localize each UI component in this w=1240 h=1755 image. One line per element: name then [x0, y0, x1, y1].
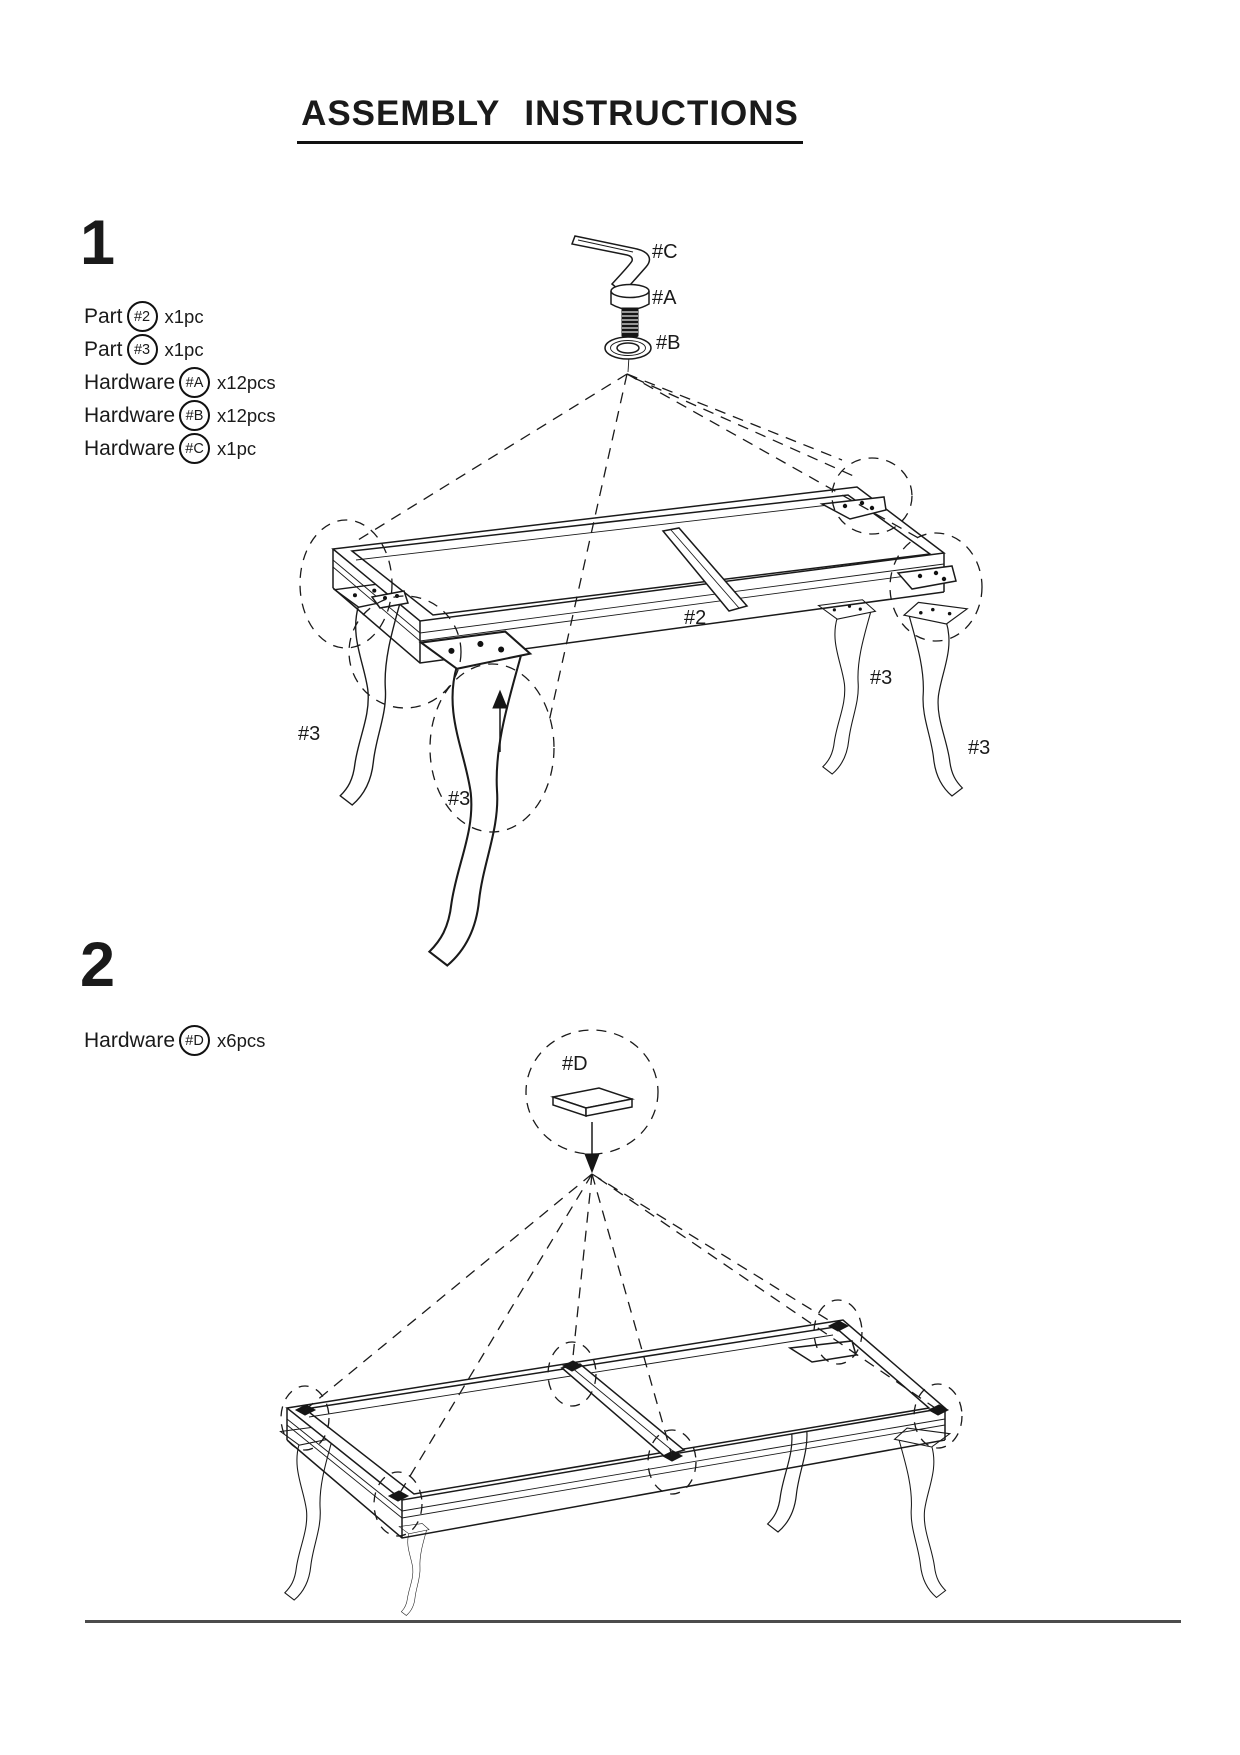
part-ref-badge: #A — [179, 367, 210, 398]
part-ref-badge: #C — [179, 433, 210, 464]
corner-bracket — [898, 566, 956, 589]
part-qty: x12pcs — [217, 404, 276, 426]
part-name: Part — [84, 337, 123, 361]
step2-assembly-diagram — [250, 1028, 970, 1628]
part-ref-badge: #D — [179, 1025, 210, 1056]
part-name: Hardware — [84, 370, 176, 394]
label-leg-right: #3 — [968, 737, 991, 759]
step1-parts-list — [84, 300, 276, 465]
label-tabletop: #2 — [684, 607, 707, 629]
parts-list-row — [84, 366, 276, 399]
place-direction-arrow — [585, 1122, 599, 1172]
label-allen-key: #C — [652, 241, 678, 263]
table-leg — [895, 1428, 950, 1597]
label-leg-left: #3 — [298, 723, 321, 745]
parts-list-row — [84, 300, 276, 333]
table-leg — [819, 600, 876, 774]
parts-list-row — [84, 1024, 265, 1057]
part-qty: x6pcs — [217, 1029, 266, 1051]
page-title-wrap — [250, 94, 850, 144]
pad-icon — [553, 1088, 632, 1116]
label-pad: #D — [562, 1053, 588, 1075]
step2-parts-list — [84, 1024, 265, 1057]
footer-divider — [85, 1620, 1181, 1623]
parts-list-row — [84, 432, 276, 465]
table-leg — [904, 602, 967, 796]
parts-list-row — [84, 333, 276, 366]
part-qty: x1pc — [164, 338, 204, 360]
part-ref-badge: #2 — [127, 301, 158, 332]
table-leg — [335, 582, 408, 805]
step1-assembly-diagram — [270, 225, 1040, 985]
part-ref-badge: #3 — [127, 334, 158, 365]
part-name: Hardware — [84, 1028, 176, 1052]
label-washer: #B — [656, 332, 681, 354]
part-name: Hardware — [84, 403, 176, 427]
page-title: ASSEMBLY INSTRUCTIONS — [297, 94, 803, 144]
table-leg-detached — [421, 632, 530, 966]
table-leg — [281, 1426, 338, 1600]
step2-number: 2 — [80, 930, 116, 1000]
tabletop-frame — [287, 1320, 945, 1538]
part-name: Part — [84, 304, 123, 328]
pad-hardware-bubble — [526, 1030, 658, 1172]
label-leg-front: #3 — [448, 788, 471, 810]
part-ref-badge: #B — [179, 400, 210, 431]
washer-icon — [605, 337, 651, 359]
part-qty: x1pc — [164, 305, 204, 327]
part-name: Hardware — [84, 436, 176, 460]
part-qty: x12pcs — [217, 371, 276, 393]
step1-number: 1 — [80, 208, 116, 278]
parts-list-row — [84, 399, 276, 432]
label-leg-back-right: #3 — [870, 667, 893, 689]
part-qty: x1pc — [217, 437, 257, 459]
label-bolt: #A — [652, 287, 677, 309]
